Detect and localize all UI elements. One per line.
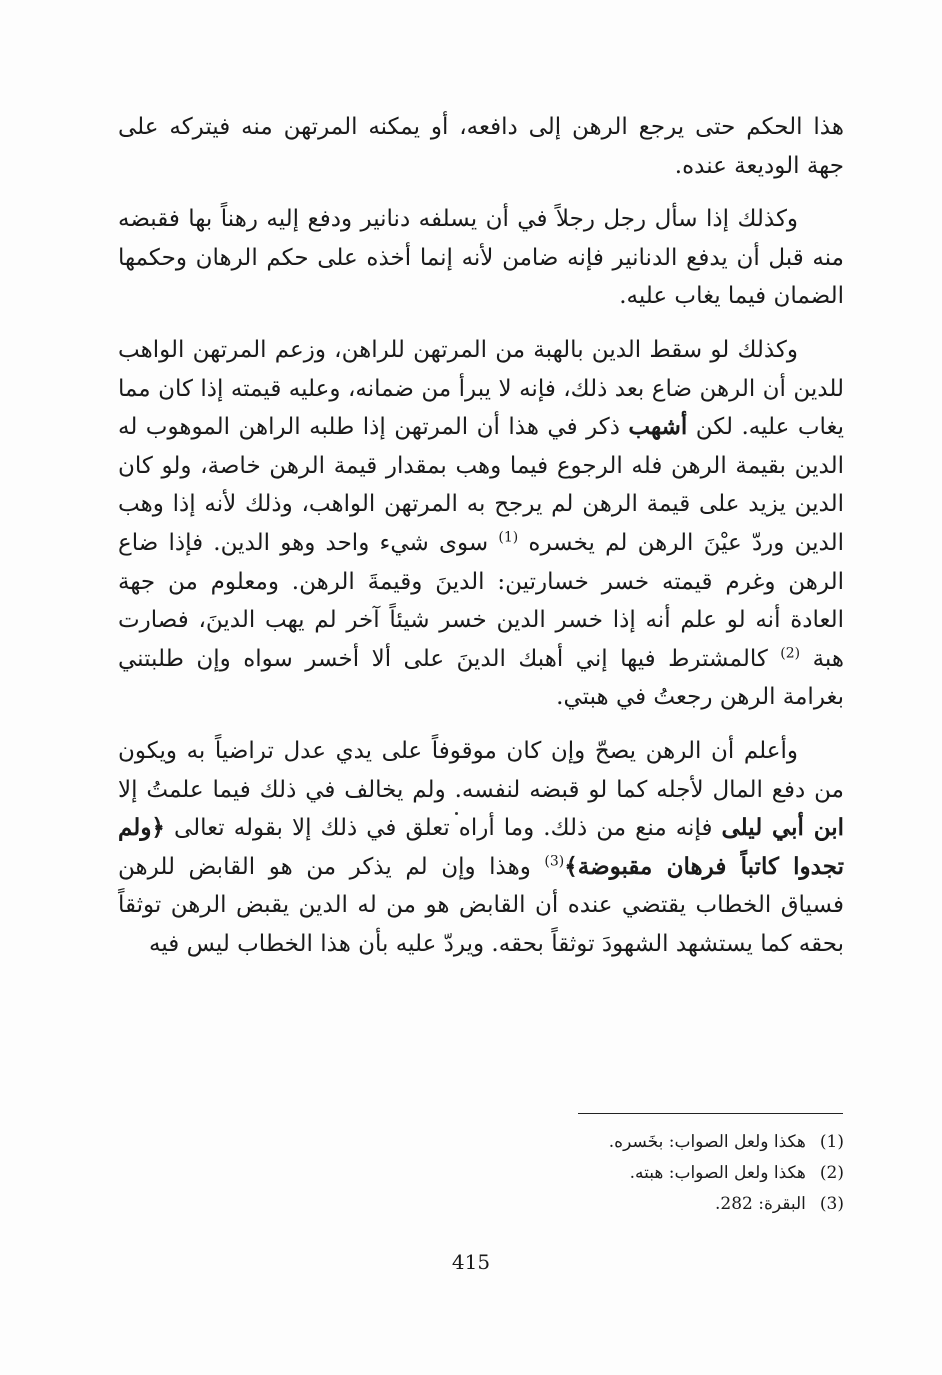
text-run: وكذلك إذا سأل رجل رجلاً في أن يسلفه دنانير ودفع إليه رهناً بها فقبضه منه قبل أن يدفع الدنانير فإنه ضامن لأنه إنما أخذه على حكم الرهان وحكمها الضمان فيما يغاب عليه. (118, 206, 844, 310)
text-run: فإنه منع من ذلك. وما أراه تعلق في ذلك إلا بقوله تعالى (164, 815, 722, 842)
footnote-item (424, 1158, 844, 1189)
footnotes (424, 1127, 844, 1220)
text-run: هذا الحكم حتى يرجع الرهن إلى دافعه، أو يمكنه المرتهن منه فيتركه على جهة الوديعة عنده. (118, 114, 844, 179)
paragraph (118, 108, 844, 185)
footnote-reference: (1) (498, 529, 519, 546)
paragraph (118, 732, 844, 964)
text-run: ذكر في هذا أن المرتهن إذا طلبه الراهن الموهوب له الدين بقيمة الرهن فله الرجوع فيما وهب بمقدار قيمة الرهن خاصة، ولو كان الدين يزيد على قيمة الرهن لم يرجح به المرتهن الواهب، وذلك لأنه إذا وهب الدين وردّ عيْنَ الرهن لم يخسره (118, 414, 844, 556)
text-run: وكذلك لو سقط الدين بالهبة من المرتهن للراهن، وزعم المرتهن الواهب للدين أن الرهن ضاع بعد ذلك، فإنه لا يبرأ من ضمانه، وعليه قيمته إذا كان مما يغاب عليه. لكن (118, 336, 844, 441)
footnote-separator (578, 1113, 843, 1114)
text-run: سوى شيء واحد وهو الدين. فإذا ضاع الرهن وغرم قيمته خسر خسارتين: الدينَ وقيمةَ الرهن. ومعلوم من جهة العادة أنه لو علم أنه إذا خسر الدين خسر شيئاً آخر لم يهب الدينَ، فصارت هبة (118, 529, 844, 672)
footnote-text: هكذا ولعل الصواب: بخَسره. (608, 1132, 806, 1152)
footnote-number: (1) (819, 1132, 844, 1152)
paragraph (118, 331, 844, 717)
text-run: وهذا وإن لم يذكر من هو القابض للرهن فسياق الخطاب يقتضي عنده أن القابض هو من له الدين يقبض الرهن توثقاً بحقه كما يستشهد الشهودَ توثقاً بحقه. ويردّ عليه بأن هذا الخطاب ليس فيه (118, 853, 844, 957)
footnote-number: (3) (819, 1194, 844, 1214)
page-number: 415 (451, 1250, 491, 1274)
footnote-item (424, 1127, 844, 1158)
main-text (118, 108, 844, 978)
footnote-text: هكذا ولعل الصواب: هبته. (629, 1163, 806, 1183)
footnote-reference: (2) (780, 645, 801, 662)
footnote-text: البقرة: 282. (714, 1194, 806, 1214)
text-run: كالمشترط فيها إني أهبك الدينَ على ألا أخسر سواه وإن طلبتني بغرامة الرهن رجعتُ في هبتي. (118, 645, 844, 711)
text-run: وأعلم أن الرهن يصحّ وإن كان موقوفاً على يدي عدل تراضياً به ويكون من دفع المال لأجله كما لو قبضه لنفسه. ولم يخالف في ذلك فيما علمتُ إلا (118, 737, 844, 803)
footnote-number: (2) (819, 1163, 844, 1183)
bold-text: أشهب (628, 413, 688, 441)
footnote-reference: (3) (544, 853, 565, 870)
bold-text: ابن أبي ليلى (721, 814, 844, 842)
footnote-item (424, 1189, 844, 1220)
ink-speck (455, 812, 458, 815)
bold-text: ﴿ولم تجدوا كاتباً فرهان مقبوضة﴾ (118, 814, 844, 880)
paragraph (118, 200, 844, 316)
